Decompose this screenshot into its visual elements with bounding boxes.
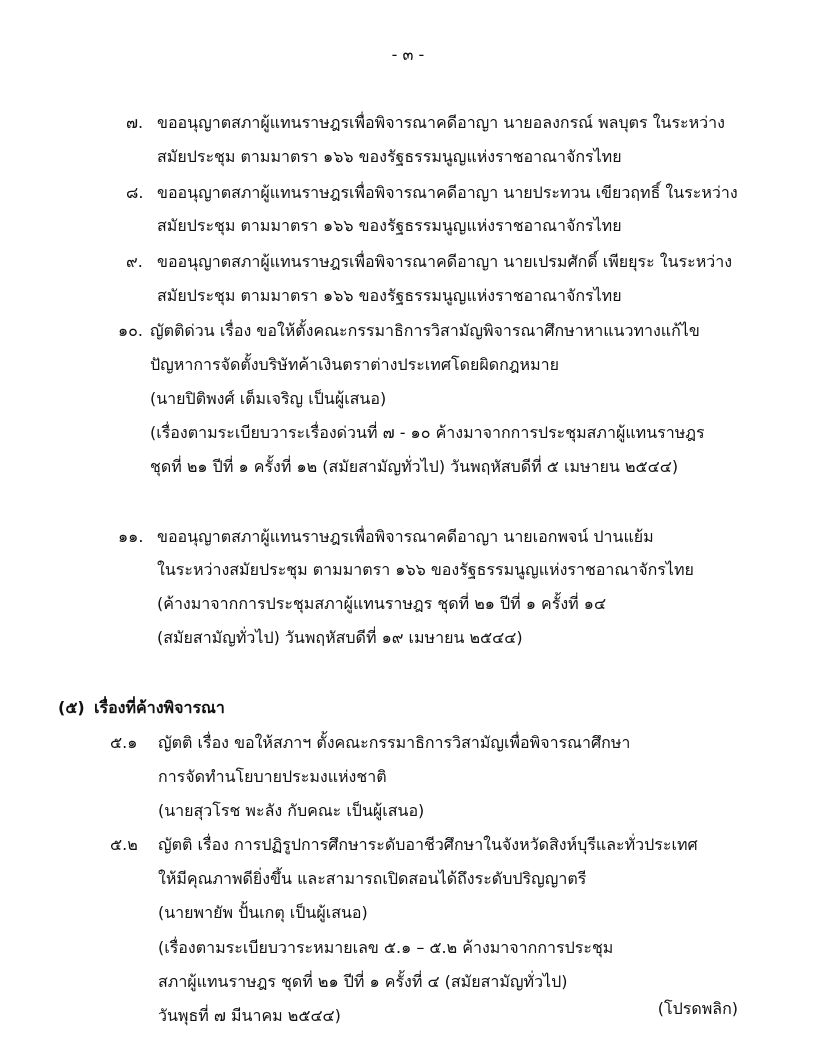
item-line: ขออนุญาตสภาผู้แทนราษฎรเพื่อพิจารณาคดีอาญา นายเปรมศักดิ์ เพียยุระ ในระหว่าง — [157, 252, 733, 271]
item-line: สมัยประชุม ตามมาตรา ๑๖๖ ของรัฐธรรมนูญแห่งราชอาณาจักรไทย — [157, 286, 622, 305]
item-line: (สมัยสามัญทั่วไป) วันพฤหัสบดีที่ ๑๙ เมษายน ๒๕๔๔) — [157, 628, 523, 647]
item-line: (เรื่องตามระเบียบวาระเรื่องด่วนที่ ๗ - ๑๐ ค้างมาจากการประชุมสภาผู้แทนราษฎร — [150, 423, 705, 442]
item-line: วันพุธที่ ๗ มีนาคม ๒๕๔๔) — [158, 1006, 341, 1025]
item-line: ปัญหาการจัดตั้งบริษัทค้าเงินตราต่างประเทศโดยผิดกฎหมาย — [150, 355, 559, 374]
item-line: ขออนุญาตสภาผู้แทนราษฎรเพื่อพิจารณาคดีอาญา นายเอกพจน์ ปานแย้ม — [157, 527, 654, 546]
item-line: ญัตติ เรื่อง ขอให้สภาฯ ตั้งคณะกรรมาธิการวิสามัญเพื่อพิจารณาศึกษา — [158, 733, 631, 752]
item-line: สมัยประชุม ตามมาตรา ๑๖๖ ของรัฐธรรมนูญแห่งราชอาณาจักรไทย — [157, 216, 622, 235]
item-line: ให้มีคุณภาพดียิ่งขึ้น และสามารถเปิดสอนได้ถึงระดับปริญญาตรี — [158, 869, 587, 888]
section-number: (๕) — [58, 698, 85, 717]
item-number: ๗. — [126, 113, 144, 132]
item-number: ๕.๒ — [110, 835, 138, 854]
item-number: ๑๐. — [118, 321, 144, 340]
item-number: ๙. — [126, 252, 143, 271]
section-title: เรื่องที่ค้างพิจารณา — [94, 698, 225, 717]
item-line: (เรื่องตามระเบียบวาระหมายเลข ๕.๑ – ๕.๒ ค้างมาจากการประชุม — [158, 938, 614, 957]
item-line: (นายปิติพงศ์ เต็มเจริญ เป็นผู้เสนอ) — [150, 389, 387, 408]
item-line: การจัดทำนโยบายประมงแห่งชาติ — [158, 767, 387, 786]
item-line: (ค้างมาจากการประชุมสภาผู้แทนราษฎร ชุดที่ ๒๑ ปีที่ ๑ ครั้งที่ ๑๔ — [157, 594, 607, 613]
please-turn-over-note: (โปรดพลิก) — [657, 999, 738, 1018]
item-number: ๕.๑ — [110, 733, 138, 752]
item-number: ๘. — [126, 183, 144, 202]
item-line: (นายพายัพ ปั้นเกตุ เป็นผู้เสนอ) — [158, 903, 368, 922]
item-line: ในระหว่างสมัยประชุม ตามมาตรา ๑๖๖ ของรัฐธรรมนูญแห่งราชอาณาจักรไทย — [157, 560, 694, 579]
item-line: สภาผู้แทนราษฎร ชุดที่ ๒๑ ปีที่ ๑ ครั้งที่ ๔ (สมัยสามัญทั่วไป) — [158, 972, 568, 991]
item-line: ญัตติด่วน เรื่อง ขอให้ตั้งคณะกรรมาธิการวิสามัญพิจารณาศึกษาหาแนวทางแก้ไข — [150, 321, 700, 340]
item-line: ชุดที่ ๒๑ ปีที่ ๑ ครั้งที่ ๑๒ (สมัยสามัญทั่วไป) วันพฤหัสบดีที่ ๕ เมษายน ๒๕๔๔) — [150, 457, 679, 476]
item-line: ญัตติ เรื่อง การปฏิรูปการศึกษาระดับอาชีวศึกษาในจังหวัดสิงห์บุรีและทั่วประเทศ — [158, 835, 698, 854]
item-line: สมัยประชุม ตามมาตรา ๑๖๖ ของรัฐธรรมนูญแห่งราชอาณาจักรไทย — [157, 147, 622, 166]
item-number: ๑๑. — [118, 527, 144, 546]
item-line: ขออนุญาตสภาผู้แทนราษฎรเพื่อพิจารณาคดีอาญา นายอลงกรณ์ พลบุตร ในระหว่าง — [157, 113, 725, 132]
item-line: ขออนุญาตสภาผู้แทนราษฎรเพื่อพิจารณาคดีอาญา นายประทวน เขียวฤทธิ์ ในระหว่าง — [157, 183, 738, 202]
item-line: (นายสุวโรช พะลัง กับคณะ เป็นผู้เสนอ) — [158, 801, 425, 820]
page-number: - ๓ - — [391, 45, 425, 64]
